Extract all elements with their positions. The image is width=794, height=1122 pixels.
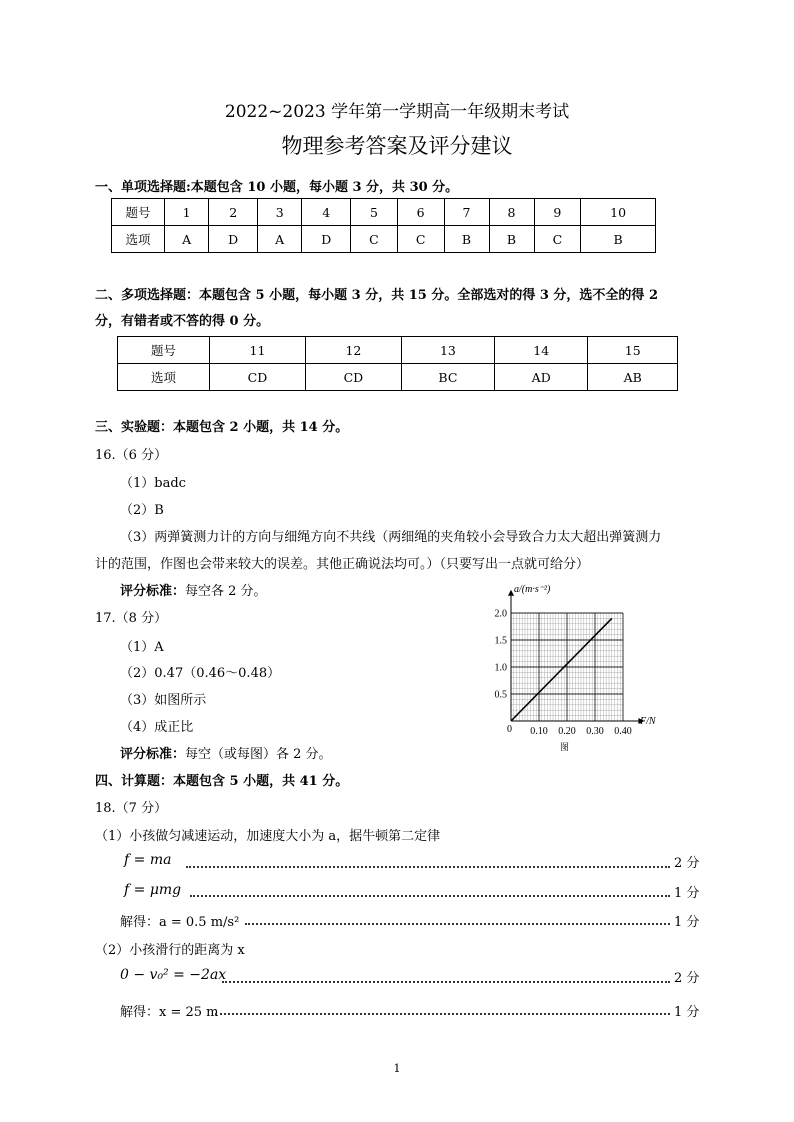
question-cell: 11 — [210, 337, 306, 364]
row-label: 题号 — [118, 337, 210, 364]
x-axis-label: F/N — [640, 716, 656, 727]
answer-key-title: 物理参考答案及评分建议 — [281, 134, 513, 158]
question-cell: 10 — [581, 199, 656, 226]
q16-criteria — [120, 580, 267, 599]
question-cell: 1 — [165, 199, 209, 226]
q17-answer-3: （3）如图所示 — [120, 693, 207, 708]
question-cell: 8 — [489, 199, 534, 226]
leader-dots — [245, 923, 670, 925]
answer-cell: A — [258, 226, 302, 253]
q16-answer-3-line2: 计的范围，作图也会带来较大的误差。其他正确说法均可。）（只要写出一点就可给分） — [95, 557, 590, 572]
question-cell: 9 — [534, 199, 581, 226]
a-f-graph — [480, 578, 680, 756]
answer-cell: C — [351, 226, 398, 253]
answer-cell: B — [581, 226, 656, 253]
q18-part1: （1）小孩做匀减速运动，加速度大小为 a，据牛顿第二定律 — [95, 829, 441, 844]
section1-question-row — [112, 199, 656, 226]
leader-dots — [222, 981, 670, 983]
q18-eq1: f = ma — [124, 852, 172, 868]
leader-dots — [186, 866, 670, 868]
answer-cell: AD — [494, 364, 587, 391]
question-cell: 2 — [209, 199, 258, 226]
question-cell: 7 — [444, 199, 489, 226]
answer-cell: C — [534, 226, 581, 253]
leader-dots — [190, 895, 670, 897]
criteria-text: 每空（或每图）各 2 分。 — [185, 747, 332, 762]
q18-eq3: 解得：a = 0.5 m/s² — [120, 915, 240, 930]
answer-cell: D — [302, 226, 351, 253]
answer-cell: AB — [588, 364, 678, 391]
answer-cell: C — [397, 226, 444, 253]
origin-label: 0 — [507, 724, 512, 735]
q18-eq5-score: 1 分 — [674, 1005, 700, 1020]
q18-eq1-score: 2 分 — [674, 856, 700, 871]
q16-answer-2: （2）B — [120, 503, 164, 518]
section2-heading-line1: 二、多项选择题：本题包含 5 小题，每小题 3 分，共 15 分。全部选对的得 3 分，选不全的得 2 — [95, 288, 659, 303]
q18-eq5: 解得：x = 25 m — [120, 1005, 219, 1020]
q17-answer-1: （1）A — [120, 640, 164, 655]
section1-answer-row — [112, 226, 656, 253]
q17-answer-4: （4）成正比 — [120, 720, 194, 735]
question-cell: 15 — [588, 337, 678, 364]
section2-heading-line2: 分，有错者或不答的得 0 分。 — [95, 314, 270, 329]
section4-heading: 四、计算题：本题包含 5 小题，共 41 分。 — [95, 774, 349, 789]
answer-cell: BC — [401, 364, 494, 391]
answer-cell: CD — [305, 364, 401, 391]
criteria-label: 评分标准： — [120, 584, 186, 599]
x-tick-label: 0.30 — [586, 726, 604, 737]
x-tick-label: 0.20 — [558, 726, 576, 737]
q18-eq4: 0 − v₀² = −2ax — [120, 967, 227, 983]
question-cell: 14 — [494, 337, 587, 364]
question-cell: 12 — [305, 337, 401, 364]
answer-cell: B — [489, 226, 534, 253]
section1-heading: 一、单项选择题:本题包含 10 小题，每小题 3 分，共 30 分。 — [95, 180, 459, 195]
x-tick-label: 0.10 — [530, 726, 548, 737]
question-cell: 5 — [351, 199, 398, 226]
y-tick-label: 2.0 — [494, 608, 507, 620]
q16-answer-3-line1: （3）两弹簧测力计的方向与细绳方向不共线（两细绳的夹角较小会导致合力太大超出弹簧测力 — [120, 530, 662, 545]
q17-label: 17.（8 分） — [95, 611, 168, 626]
question-cell: 4 — [302, 199, 351, 226]
section2-answer-row — [118, 364, 678, 391]
exam-title: 2022~2023 学年第一学期高一年级期末考试 — [224, 102, 570, 122]
section2-table — [117, 336, 678, 391]
leader-dots — [215, 1013, 670, 1015]
q18-eq3-score: 1 分 — [674, 915, 700, 930]
section1-table — [111, 198, 656, 253]
y-axis-label: a/(m·s⁻²) — [514, 584, 551, 595]
q17-answer-2: （2）0.47（0.46～0.48） — [120, 666, 281, 681]
x-tick-label: 0.40 — [614, 726, 632, 737]
row-label: 题号 — [112, 199, 165, 226]
y-tick-label: 0.5 — [494, 689, 507, 701]
answer-cell: D — [209, 226, 258, 253]
q18-part2: （2）小孩滑行的距离为 x — [95, 943, 245, 958]
y-tick-label: 1.0 — [494, 662, 507, 674]
y-tick-label: 1.5 — [494, 635, 507, 647]
row-label: 选项 — [118, 364, 210, 391]
question-cell: 6 — [397, 199, 444, 226]
figure-caption: 图 — [560, 742, 570, 752]
question-cell: 3 — [258, 199, 302, 226]
answer-cell: B — [444, 226, 489, 253]
answer-cell: CD — [210, 364, 306, 391]
criteria-label: 评分标准： — [120, 747, 186, 762]
row-label: 选项 — [112, 226, 165, 253]
question-cell: 13 — [401, 337, 494, 364]
answer-cell: A — [165, 226, 209, 253]
q16-answer-1: （1）badc — [120, 476, 186, 491]
q18-eq2: f = μmg — [124, 882, 182, 898]
page-number: 1 — [393, 1062, 401, 1075]
q16-label: 16.（6 分） — [95, 448, 168, 463]
q17-criteria — [120, 743, 332, 762]
q18-label: 18.（7 分） — [95, 801, 168, 816]
q18-eq4-score: 2 分 — [674, 971, 700, 986]
section3-heading: 三、实验题：本题包含 2 小题，共 14 分。 — [95, 420, 349, 435]
criteria-text: 每空各 2 分。 — [185, 584, 267, 599]
q18-eq2-score: 1 分 — [674, 886, 700, 901]
section2-question-row — [118, 337, 678, 364]
